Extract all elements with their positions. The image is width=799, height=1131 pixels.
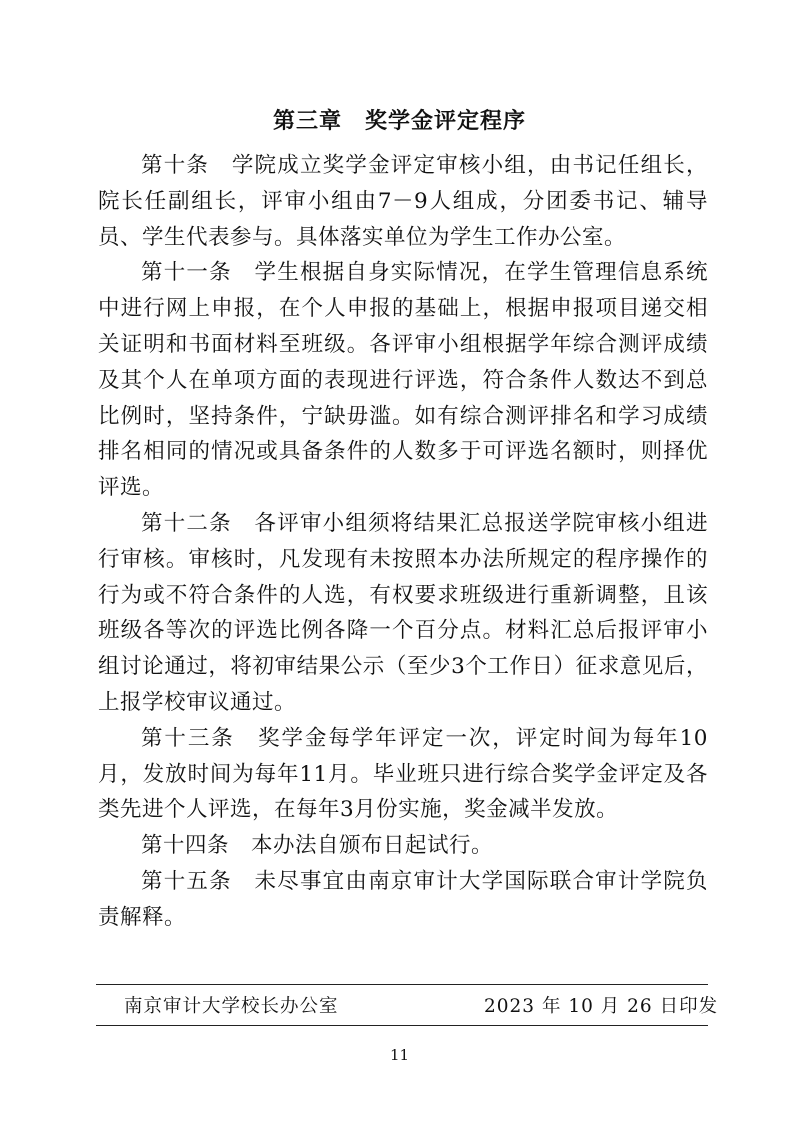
article-14: 第十四条 本办法自颁布日起试行。 bbox=[141, 833, 494, 859]
issue-date: 2023 年 10 月 26 日印发 bbox=[484, 996, 719, 1017]
article-10: 第十条 学院成立奖学金评定审核小组，由书记任组长，院长任副组长，评审小组由7－9人组成，分团委书记、辅导员、学生代表参与。具体落实单位为学生工作办公室。 bbox=[98, 153, 708, 250]
document-body bbox=[98, 148, 708, 936]
chapter-title: 第三章 奖学金评定程序 bbox=[272, 109, 526, 134]
footer-divider-top bbox=[96, 984, 708, 985]
article-12: 第十二条 各评审小组须将结果汇总报送学院审核小组进行审核。审核时，凡发现有未按照本办法所规定的程序操作的行为或不符合条件的人选，有权要求班级进行重新调整，且该班级各等次的评选比例各降一个百分点。材料汇总后报评审小组讨论通过，将初审结果公示（至少3个工作日）征求意见后，上报学校审议通过。 bbox=[98, 510, 708, 715]
article-13: 第十三条 奖学金每学年评定一次，评定时间为每年10月，发放时间为每年11月。毕业班只进行综合奖学金评定及各类先进个人评选，在每年3月份实施，奖金减半发放。 bbox=[98, 725, 708, 823]
issuer-name: 南京审计大学校长办公室 bbox=[124, 996, 339, 1017]
footer-divider-bottom bbox=[96, 1025, 708, 1026]
page-number: 11 bbox=[389, 1046, 410, 1064]
article-11: 第十一条 学生根据自身实际情况，在学生管理信息系统中进行网上申报，在个人申报的基础上，根据申报项目递交相关证明和书面材料至班级。各评审小组根据学年综合测评成绩及其个人在单项方面的表现进行评选，符合条件人数达不到总比例时，坚持条件，宁缺毋滥。如有综合测评排名和学习成绩排名相同的情况或具备条件的人数多于可评选名额时，则择优评选。 bbox=[98, 260, 708, 501]
article-15: 第十五条 未尽事宜由南京审计大学国际联合审计学院负责解释。 bbox=[98, 868, 708, 930]
